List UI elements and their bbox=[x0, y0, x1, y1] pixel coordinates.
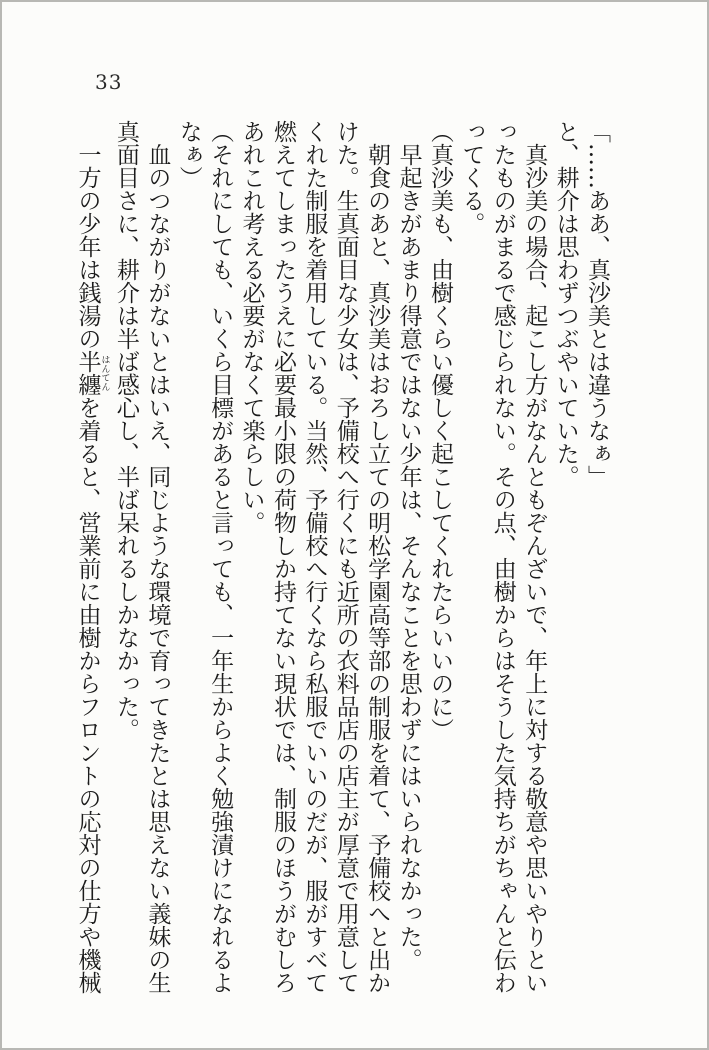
paragraph-text: 一方の少年は銭湯の bbox=[74, 120, 101, 350]
paragraph: 血のつながりがないとはいえ、同じような環境で育ってきたとは思えない義妹の生真面目さに、耕介は半ば感心し、半ば呆れるしかなかった。 bbox=[112, 120, 171, 994]
paragraph-text: を着ると、営業前に由樹からフロントの応対の仕方や機械 bbox=[74, 396, 101, 994]
paragraph-with-ruby bbox=[71, 120, 109, 994]
dialogue-line: 「……ああ、真沙美とは違うなぁ」 bbox=[584, 120, 610, 488]
ruby-annotation bbox=[74, 350, 110, 396]
paragraph: と、耕介は思わずつぶやいていた。 bbox=[552, 120, 579, 488]
inner-monologue-line: （真沙美も、由樹くらい優しく起こしてくれたらいいのに） bbox=[426, 120, 453, 741]
ruby-base-text: 半纏 bbox=[74, 350, 101, 396]
paragraph: 真沙美の場合、起こし方がなんともぞんざいで、年上に対する敬意や思いやりといったものがまるで感じられない。その点、由樹からはそうした気持ちがちゃんと伝わってくる。 bbox=[458, 120, 548, 994]
text-body bbox=[72, 120, 612, 994]
page-number: 33 bbox=[95, 70, 123, 94]
paragraph: 朝食のあと、真沙美はおろし立ての明松学園高等部の制服を着て、予備校へと出かけた。生真面目な少女は、予備校へ行くにも近所の衣料品店の店主が厚意で用意してくれた制服を着用している。当然、予備校へ行くなら私服でいいのだが、服がすべて燃えてしまったうえに必要最小限の荷物しか持てない現状では、制服のほうがむしろあれこれ考える必要がなくて楽らしい。 bbox=[238, 120, 391, 994]
paragraph: 早起きがあまり得意ではない少年は、そんなことを思わずにはいられなかった。 bbox=[395, 120, 422, 971]
inner-monologue-line: （それにしても、いくら目標があると言っても、一年生からよく勉強漬けになれるよなぁ） bbox=[175, 120, 234, 994]
ruby-furigana-text: はんてん bbox=[99, 350, 110, 396]
